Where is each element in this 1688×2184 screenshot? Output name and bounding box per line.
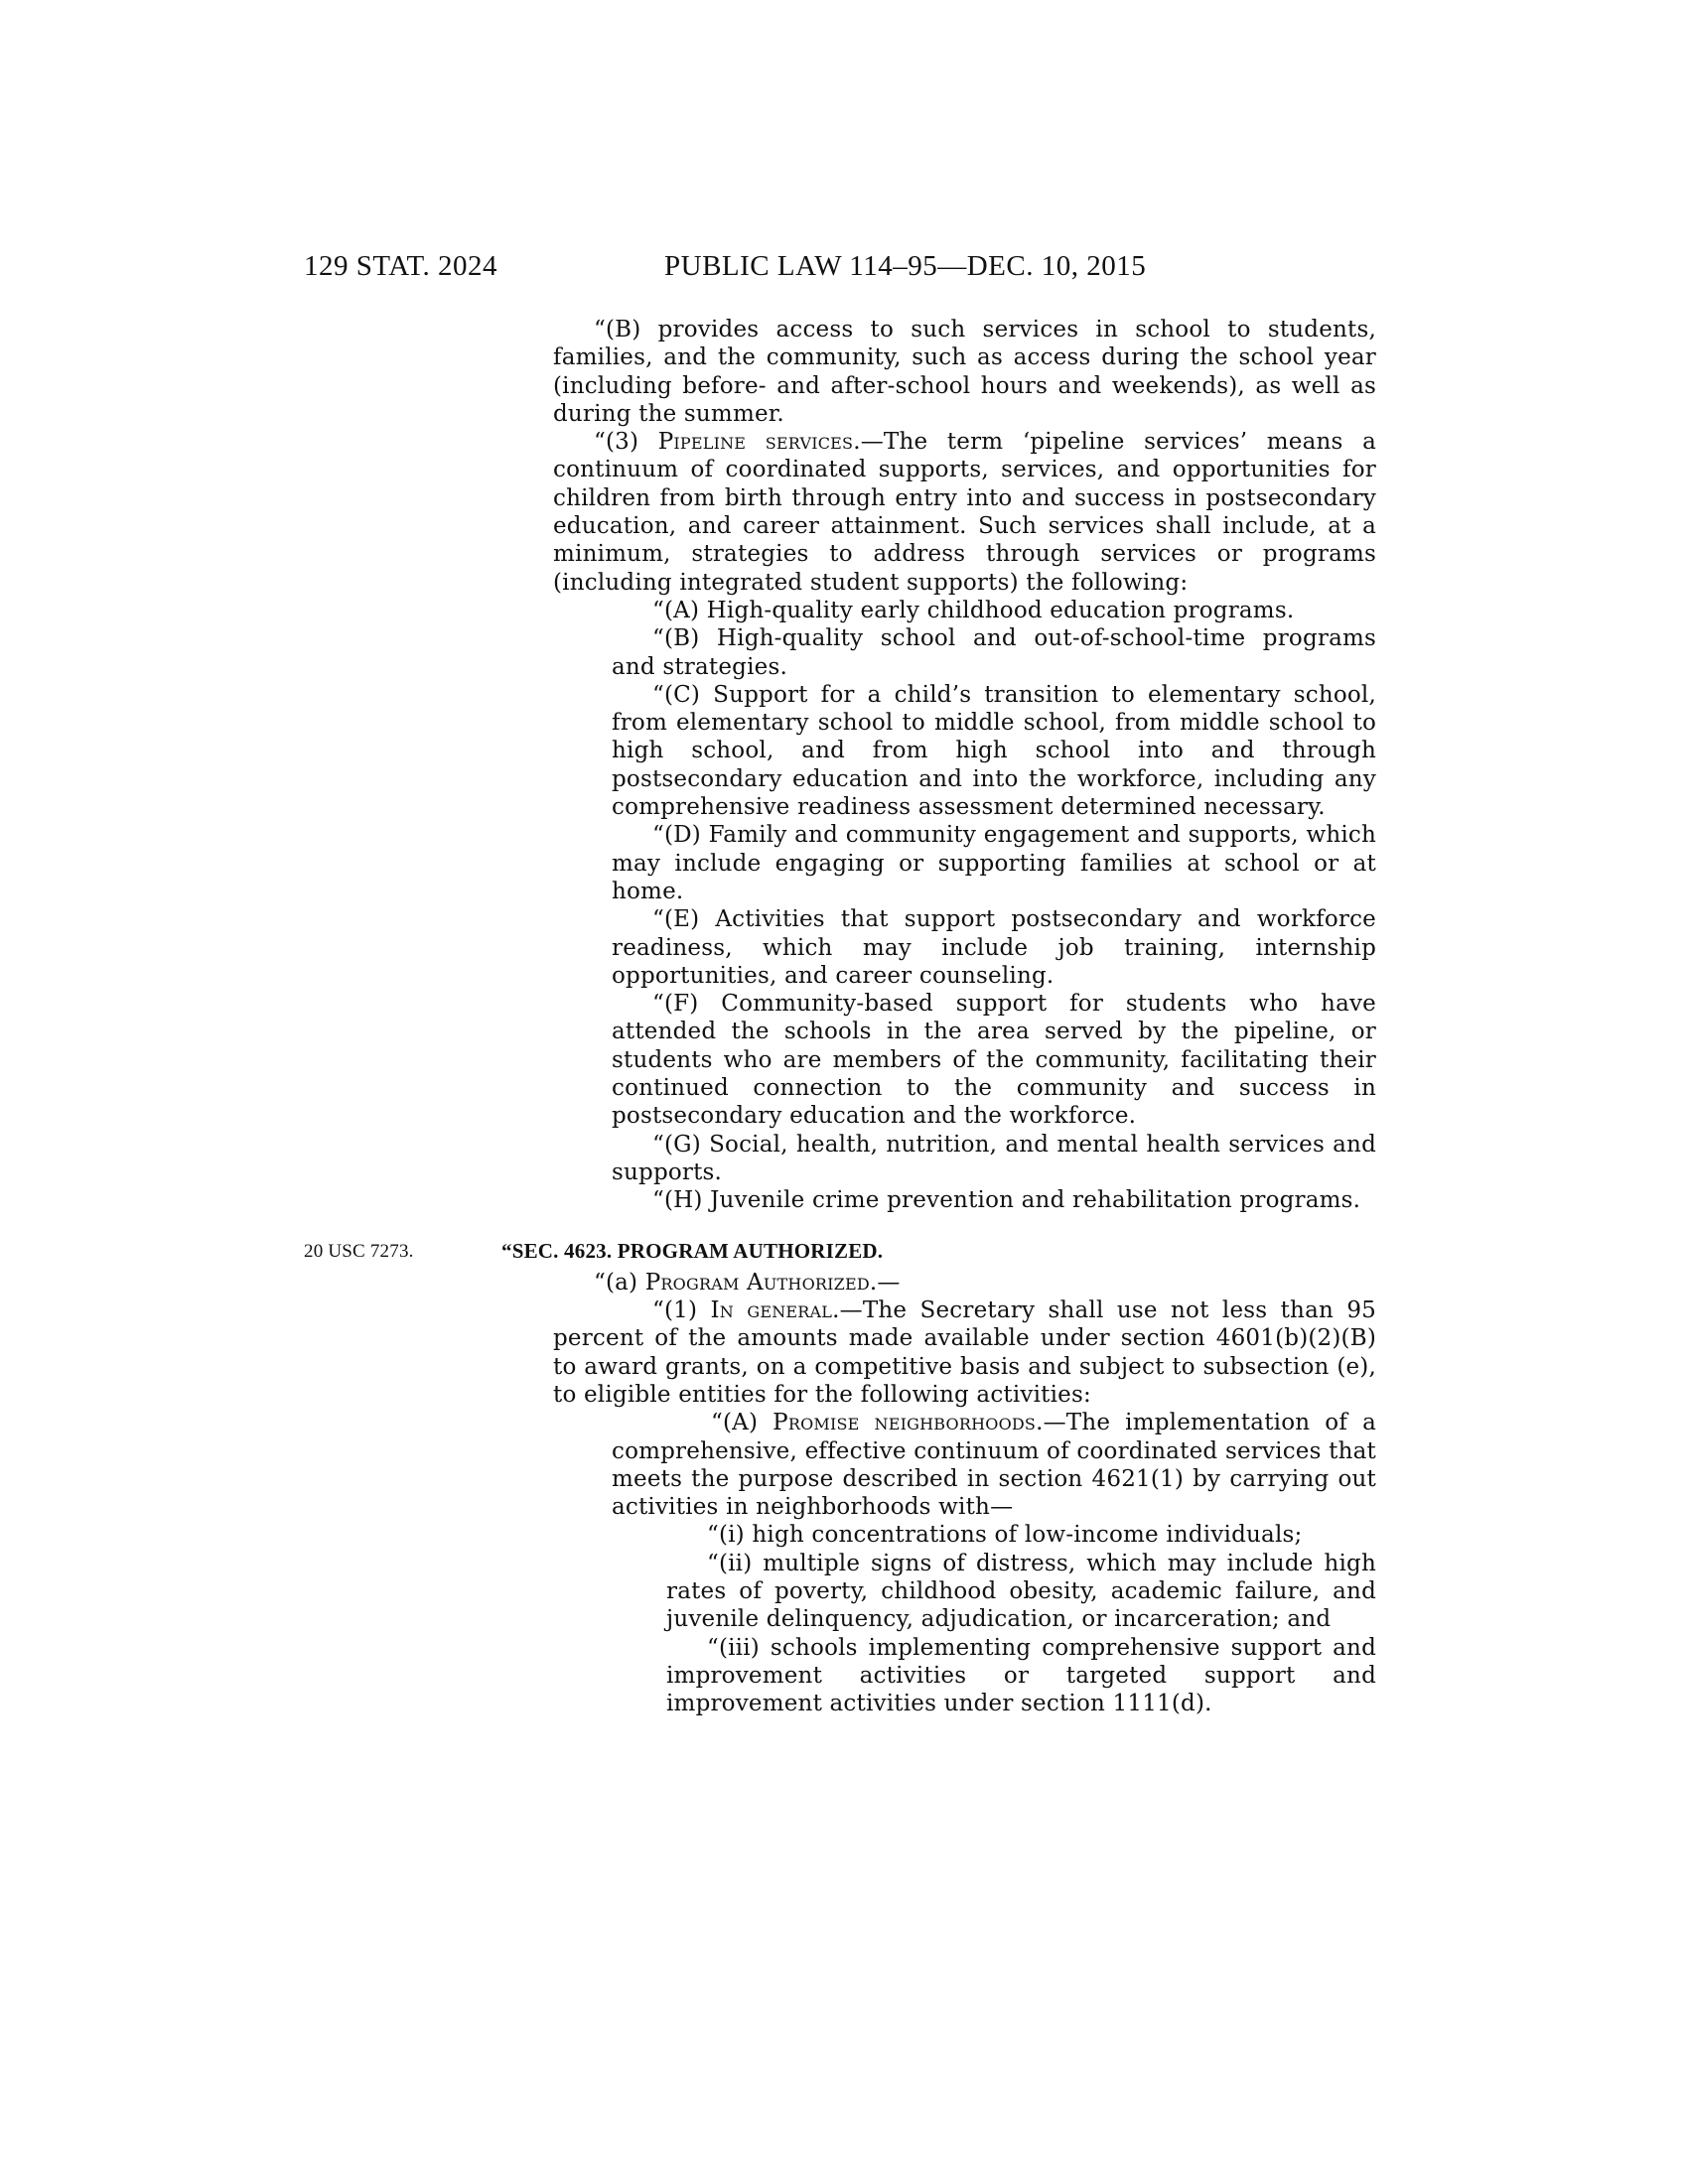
list-item: “(H) Juvenile crime prevention and rehabilitation programs. (652, 1187, 1361, 1214)
document-body (304, 316, 1377, 1718)
defined-term: In general (710, 1297, 833, 1324)
paragraph-text: .—The Secretary shall use not less than 95 percent of the amounts made available under section 4601(b)(2)(B) to award grants, on a competitive basis and subject to subsection (e), to eligible entities for the following activities: (553, 1297, 1377, 1408)
subsection-number: “(a) (594, 1269, 645, 1296)
statute-reference: 129 STAT. 2024 (304, 250, 498, 282)
list-item: “(B) High-quality school and out-of-school-time programs and strategies. (612, 625, 1376, 680)
list-item: “(E) Activities that support postsecondary and workforce readiness, which may include job training, internship opportunities, and career counseling. (612, 906, 1376, 989)
public-law-reference: PUBLIC LAW 114–95—DEC. 10, 2015 (664, 250, 1147, 282)
list-item: “(F) Community-based support for students who have attended the schools in the area served by the pipeline, or students who are members of the community, facilitating their continued connection to the community and success in postsecondary education and the workforce. (612, 991, 1376, 1130)
page-header (0, 250, 1688, 290)
section-heading-row (304, 1237, 1376, 1265)
section-heading: “SEC. 4623. PROGRAM AUTHORIZED. (501, 1238, 884, 1263)
sub-list-item: “(i) high concentrations of low-income individuals; (707, 1522, 1303, 1549)
paragraph-promise-neighborhoods (553, 1409, 1376, 1521)
paragraph-text: .—The implementation of a comprehensive, effective continuum of coordinated services that meets the purpose described in section 4621(1) by carrying out activities in neighborhoods with— (612, 1410, 1376, 1521)
list-item: “(A) High-quality early childhood education programs. (652, 597, 1295, 623)
subsection-term: Program Authorized (644, 1269, 870, 1296)
defined-term: Pipeline services (657, 429, 854, 456)
subsection-dash: .— (869, 1269, 901, 1296)
list-item: “(C) Support for a child’s transition to elementary school, from elementary school to middle school, from middle school to high school, and from high school into and through postsecondary education and into the workforce, including any comprehensive readiness assessment determined necessary. (612, 681, 1376, 821)
paragraph-number: “(3) (594, 429, 658, 456)
paragraph-text: .—The term ‘pipeline services’ means a continuum of coordinated supports, services, and opportunities for children from birth through entry into and success in postsecondary education, and career attainment. Such services shall include, at a minimum, strategies to address through services or programs (including integrated student supports) the following: (553, 429, 1377, 596)
sub-list-item: “(ii) multiple signs of distress, which may include high rates of poverty, childhood obesity, academic failure, and juvenile delinquency, adjudication, or incarceration; and (666, 1550, 1376, 1633)
paragraph-in-general (553, 1297, 1376, 1409)
usc-margin-note: 20 USC 7273. (304, 1240, 414, 1262)
subsection-a-heading (553, 1269, 1376, 1297)
list-item: “(D) Family and community engagement and supports, which may include engaging or supporting families at school or at home. (612, 822, 1376, 904)
paragraph-number: “(A) (711, 1410, 774, 1436)
defined-term: Promise neighborhoods (773, 1410, 1037, 1436)
sub-list-item: “(iii) schools implementing comprehensive support and improvement activities or targeted support and improvement activities under section 1111(d). (666, 1634, 1376, 1717)
paragraph-b-continued: “(B) provides access to such services in school to students, families, and the community, such as access during the school year (including before- and after-school hours and weekends), as well as during the summer. (553, 317, 1376, 427)
paragraph-number: “(1) (652, 1297, 711, 1324)
paragraph-pipeline-services (553, 428, 1376, 597)
list-item: “(G) Social, health, nutrition, and mental health services and supports. (612, 1131, 1376, 1185)
